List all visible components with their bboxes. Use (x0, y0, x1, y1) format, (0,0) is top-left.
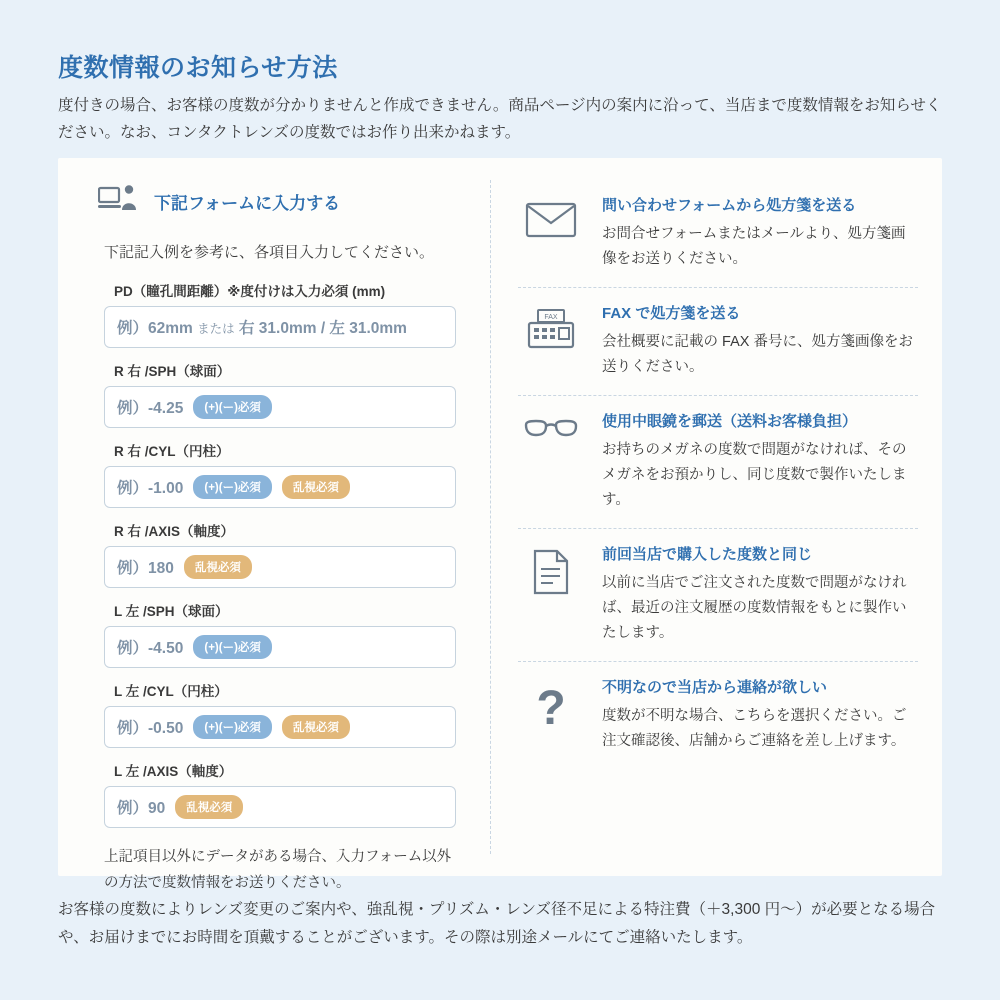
field-example-r-axis: 例）180 (117, 560, 174, 577)
method-title-send-glasses: 使用中眼鏡を郵送（送料お客様負担） (602, 412, 858, 430)
method-item-previous-order[interactable] (518, 528, 918, 661)
left-column-title: 下記フォームに入力する (154, 194, 341, 213)
method-text-contact-me: 度数が不明な場合、こちらを選択ください。ご注文確認後、店舗からご連絡を差し上げます。 (602, 707, 907, 750)
method-title-contact-me: 不明なので当店から連絡が欲しい (602, 678, 828, 696)
tag-sign-required-l-cyl: (+)(ー)必須 (193, 715, 272, 739)
form-input-icon (98, 184, 140, 219)
footer-note: お客様の度数によりレンズ変更のご案内や、強乱視・プリズム・レンズ径不足による特注費（＋3,300 円〜）が必要となる場合や、お届けまでにお時間を頂戴することがございます。その際は別途メールにてご連絡いたします。 (58, 901, 936, 946)
method-item-send-glasses[interactable] (518, 395, 918, 528)
tag-sign-required-r-sph: (+)(ー)必須 (193, 395, 272, 419)
column-divider (490, 180, 491, 854)
tag-astigmatism-required-l-cyl: 乱視必須 (282, 715, 350, 739)
field-example-l-cyl: 例）-0.50 (117, 720, 184, 737)
right-column (518, 180, 918, 769)
intro-text: 度付きの場合、お客様の度数が分かりませんと作成できません。商品ページ内の案内に沿って、当店まで度数情報をお知らせください。なお、コンタクトレンズの度数ではお作り出来かねます。 (58, 97, 942, 142)
field-input-r-sph[interactable] (104, 386, 456, 428)
field-label-l-cyl: L 左 /CYL（円柱） (114, 684, 228, 699)
method-text-send-glasses: お持ちのメガネの度数で問題がなければ、そのメガネをお預かりし、同じ度数で製作いたします。 (602, 441, 907, 509)
glasses-icon (518, 410, 584, 514)
envelope-icon (518, 194, 584, 273)
document-icon (518, 543, 584, 647)
left-column-subtitle: 下記記入例を参考に、各項目入力してください。 (104, 244, 435, 261)
method-title-previous-order: 前回当店で購入した度数と同じ (602, 545, 813, 563)
method-item-inquiry-form[interactable] (518, 180, 918, 287)
question-mark-icon (518, 676, 584, 755)
method-title-fax: FAX で処方箋を送る (602, 304, 741, 322)
field-label-r-sph: R 右 /SPH（球面） (114, 364, 231, 379)
left-column-header (98, 184, 482, 219)
field-input-r-axis[interactable] (104, 546, 456, 588)
method-item-fax[interactable] (518, 287, 918, 395)
field-example-pd: 例）62mm または 右 31.0mm / 左 31.0mm (117, 320, 407, 337)
field-example-l-axis: 例）90 (117, 800, 166, 817)
tag-astigmatism-required-r-cyl: 乱視必須 (282, 475, 350, 499)
field-label-r-cyl: R 右 /CYL（円柱） (114, 444, 230, 459)
field-input-l-cyl[interactable] (104, 706, 456, 748)
field-example-r-cyl: 例）-1.00 (117, 480, 184, 497)
svg-text:FAX: FAX (544, 313, 558, 321)
svg-text:?: ? (536, 681, 566, 730)
method-item-contact-me[interactable] (518, 661, 918, 769)
page-title: 度数情報のお知らせ方法 (58, 54, 338, 82)
field-example-r-sph: 例）-4.25 (117, 400, 184, 417)
method-text-fax: 会社概要に記載の FAX 番号に、処方箋画像をお送りください。 (602, 333, 913, 376)
tag-sign-required-l-sph: (+)(ー)必須 (193, 635, 272, 659)
method-text-previous-order: 以前に当店でご注文された度数で問題がなければ、最近の注文履歴の度数情報をもとに製作いたします。 (602, 574, 907, 642)
field-label-r-axis: R 右 /AXIS（軸度） (114, 524, 235, 539)
field-input-r-cyl[interactable] (104, 466, 456, 508)
tag-astigmatism-required-l-axis: 乱視必須 (175, 795, 243, 819)
field-label-l-sph: L 左 /SPH（球面） (114, 604, 229, 619)
method-text-inquiry-form: お問合せフォームまたはメールより、処方箋画像をお送りください。 (602, 226, 906, 268)
field-label-l-axis: L 左 /AXIS（軸度） (114, 764, 233, 779)
method-title-inquiry-form: 問い合わせフォームから処方箋を送る (602, 197, 857, 214)
left-column-footnote: 上記項目以外にデータがある場合、入力フォーム以外の方法で度数情報をお送りください。 (104, 849, 452, 892)
field-input-l-axis[interactable] (104, 786, 456, 828)
tag-astigmatism-required-r-axis: 乱視必須 (184, 555, 252, 579)
fax-icon (518, 302, 584, 381)
field-input-l-sph[interactable] (104, 626, 456, 668)
field-input-pd[interactable] (104, 306, 456, 348)
field-label-pd: PD（瞳孔間距離）※度付けは入力必須 (mm) (114, 284, 386, 299)
field-example-l-sph: 例）-4.50 (117, 640, 184, 657)
content-card (58, 158, 942, 892)
left-column (86, 178, 482, 896)
tag-sign-required-r-cyl: (+)(ー)必須 (193, 475, 272, 499)
